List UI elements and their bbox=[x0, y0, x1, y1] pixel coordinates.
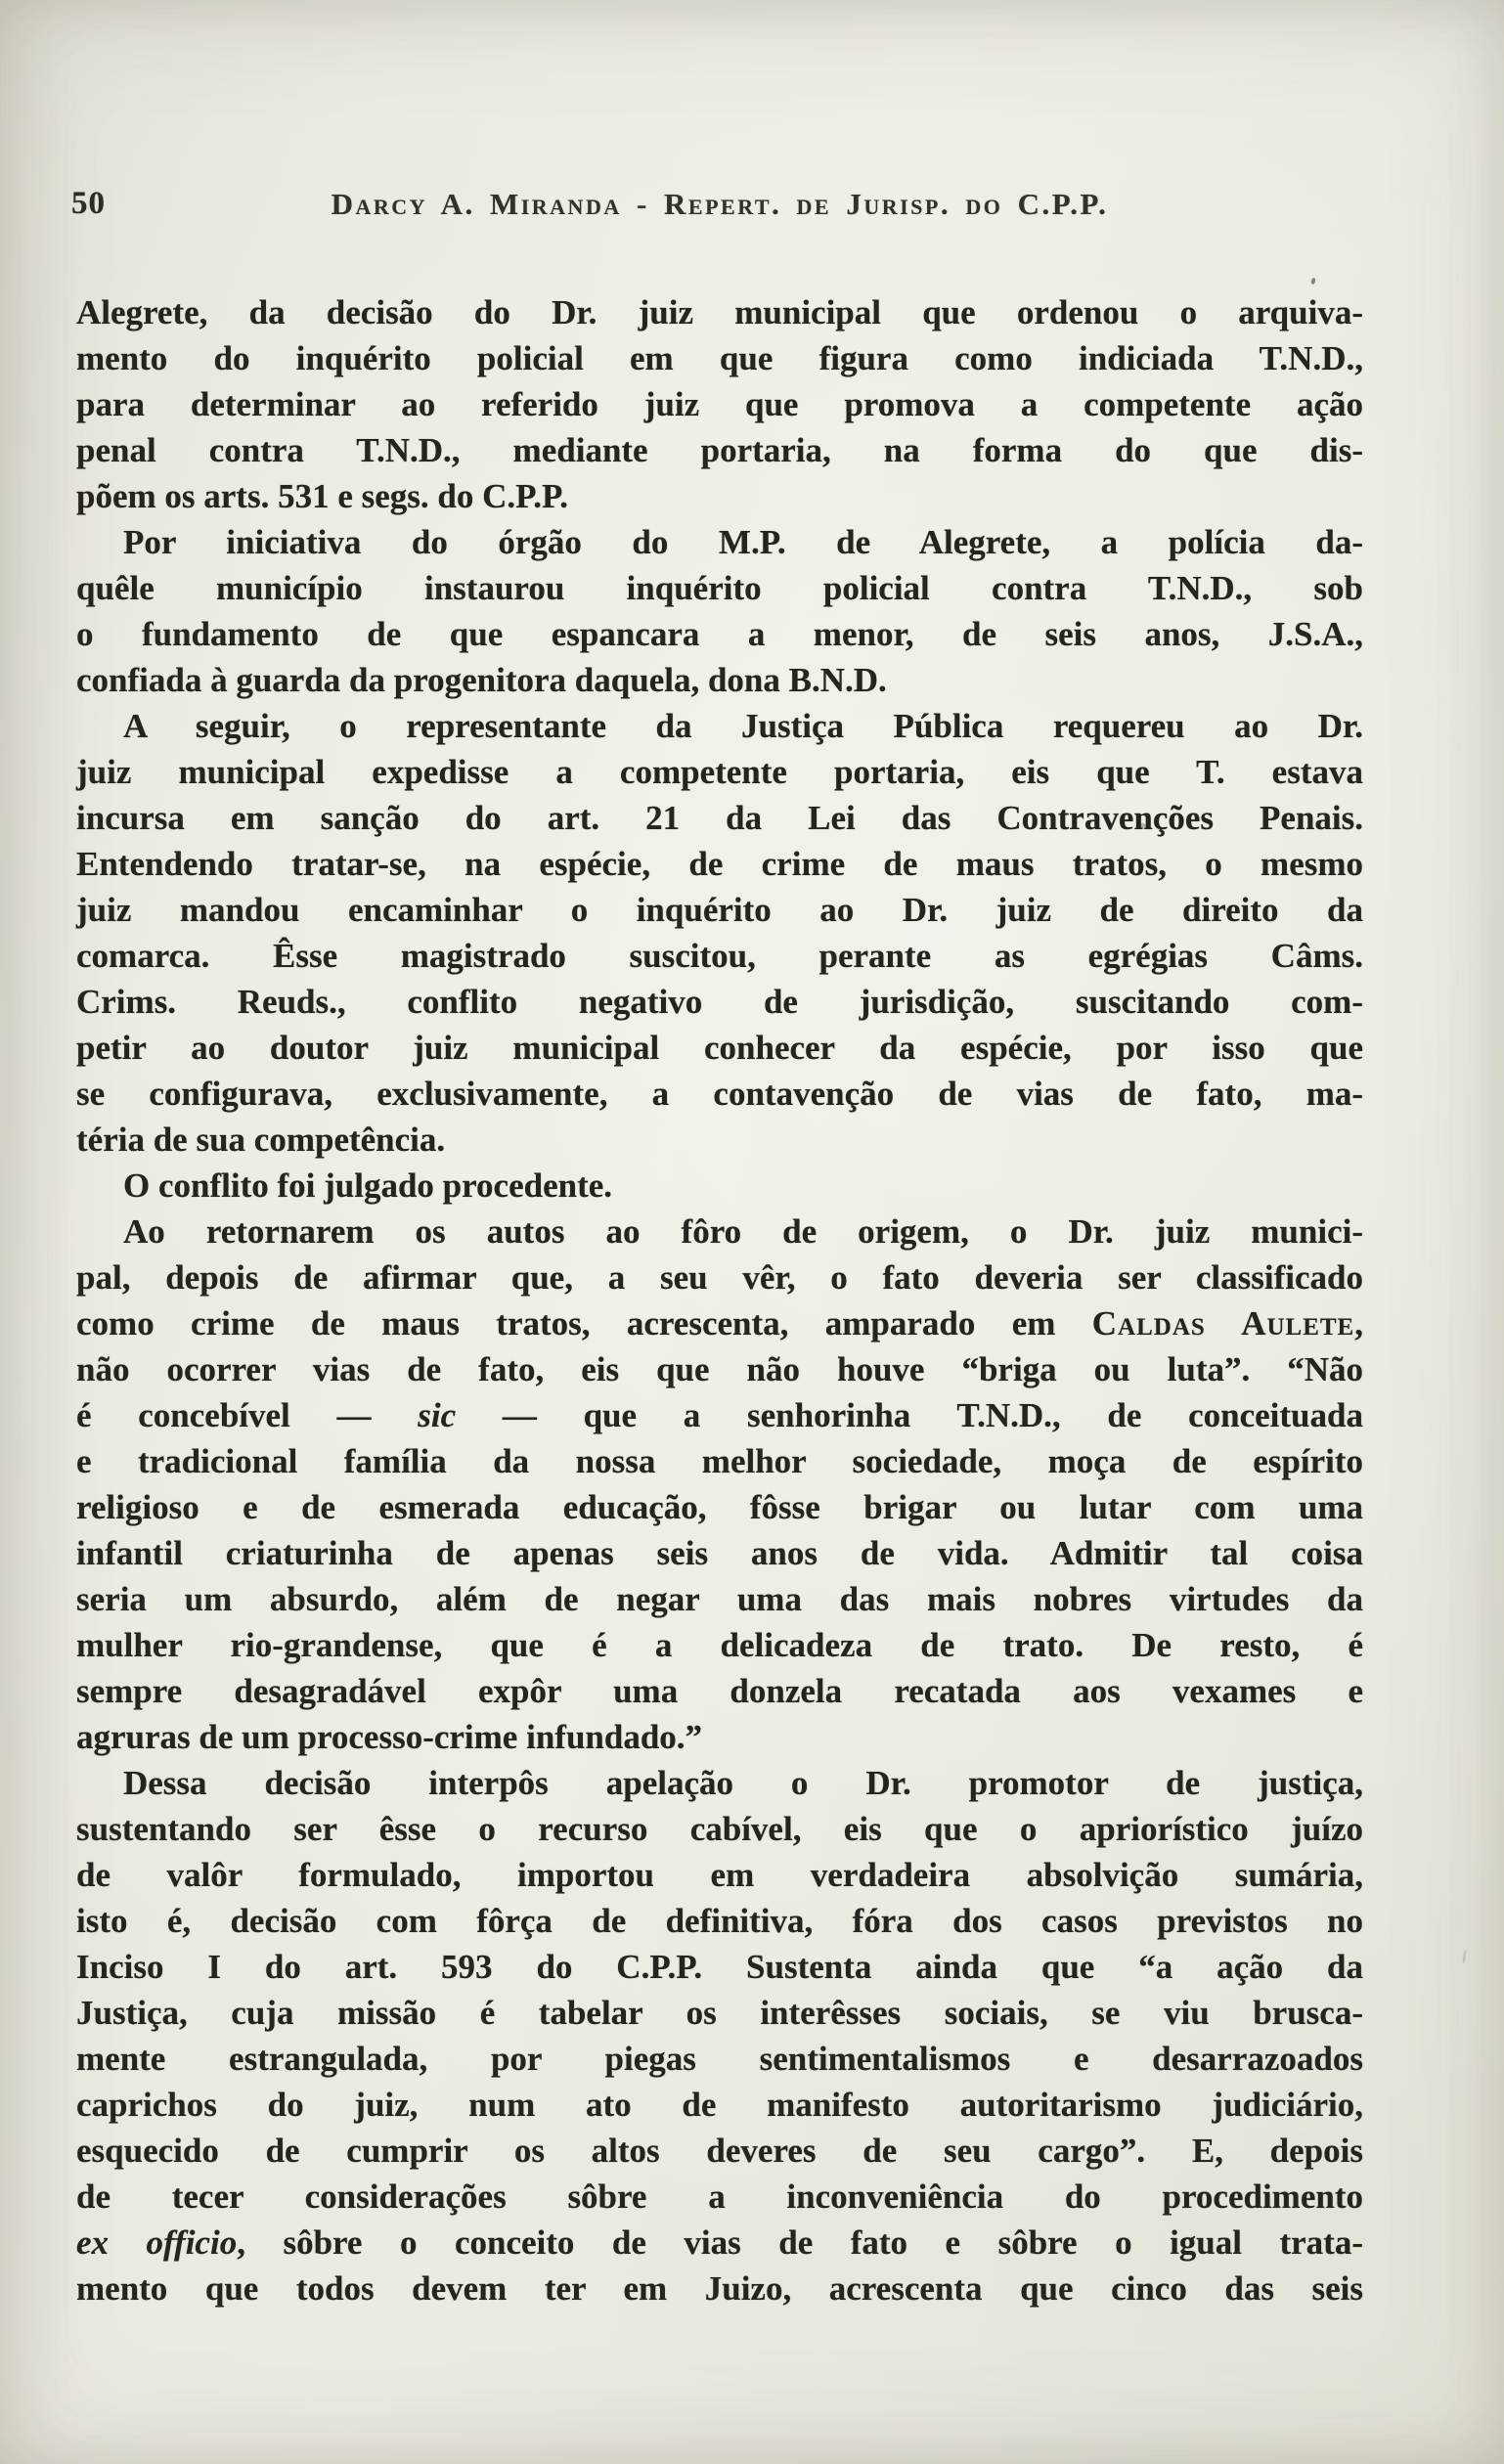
text-segment: seria um absurdo, além de negar uma das mais nobres virtudes da bbox=[76, 1580, 1363, 1618]
text-line bbox=[76, 2266, 1363, 2311]
page-number: 50 bbox=[71, 186, 106, 221]
italic-text: ex officio bbox=[76, 2223, 238, 2262]
text-segment: Crims. Reuds., conflito negativo de jurisdição, suscitando com- bbox=[76, 983, 1363, 1021]
paragraph bbox=[76, 1209, 1363, 1760]
text-line bbox=[76, 1576, 1363, 1622]
text-line bbox=[76, 1484, 1363, 1530]
text-line bbox=[76, 1714, 1363, 1760]
text-line bbox=[76, 1668, 1363, 1714]
text-line bbox=[76, 611, 1363, 657]
text-line bbox=[76, 565, 1363, 611]
text-segment: sempre desagradável expôr uma donzela recatada aos vexames e bbox=[76, 1672, 1363, 1710]
text-segment: quêle município instaurou inquérito policial contra T.N.D., sob bbox=[76, 569, 1363, 607]
text-segment: penal contra T.N.D., mediante portaria, na forma do que dis- bbox=[76, 431, 1363, 469]
body-text bbox=[76, 289, 1363, 2311]
text-segment: — que a senhorinha T.N.D., de conceituada bbox=[456, 1396, 1363, 1434]
text-line bbox=[76, 703, 1363, 749]
text-line bbox=[76, 1346, 1363, 1392]
text-segment: mento do inquérito policial em que figura como indiciada T.N.D., bbox=[76, 339, 1363, 377]
text-line bbox=[76, 1944, 1363, 1990]
paragraph bbox=[76, 1163, 1363, 1209]
text-line bbox=[76, 979, 1363, 1025]
text-line bbox=[76, 1209, 1363, 1254]
scan-speck bbox=[1310, 278, 1316, 286]
text-line bbox=[76, 1806, 1363, 1852]
text-segment: põem os arts. 531 e segs. do C.P.P. bbox=[76, 477, 568, 515]
text-segment: Justiça, cuja missão é tabelar os interêsses sociais, se viu brusca- bbox=[76, 1994, 1363, 2032]
text-segment: como crime de maus tratos, acrescenta, amparado em bbox=[76, 1304, 1092, 1342]
text-segment: para determinar ao referido juiz que promova a competente ação bbox=[76, 385, 1363, 423]
text-segment: caprichos do juiz, num ato de manifesto autoritarismo judiciário, bbox=[76, 2086, 1363, 2124]
text-segment: de valôr formulado, importou em verdadeira absolvição sumária, bbox=[76, 1856, 1363, 1894]
text-line bbox=[76, 1392, 1363, 1438]
paragraph bbox=[76, 1760, 1363, 2311]
text-segment: agruras de um processo-crime infundado.” bbox=[76, 1718, 703, 1756]
text-segment: incursa em sanção do art. 21 da Lei das Contravenções Penais. bbox=[76, 799, 1363, 837]
text-line bbox=[76, 2174, 1363, 2220]
text-line bbox=[76, 519, 1363, 565]
text-segment: é concebível — bbox=[76, 1396, 419, 1434]
text-line bbox=[76, 1438, 1363, 1484]
text-segment: juiz municipal expedisse a competente portaria, eis que T. estava bbox=[76, 753, 1363, 791]
text-segment: o fundamento de que espancara a menor, de seis anos, J.S.A., bbox=[76, 615, 1363, 653]
text-segment: Alegrete, da decisão do Dr. juiz municipal que ordenou o arquiva- bbox=[76, 293, 1363, 331]
text-line bbox=[76, 1760, 1363, 1806]
text-segment: sustentando ser êsse o recurso cabível, eis que o apriorístico juízo bbox=[76, 1810, 1363, 1848]
text-segment: infantil criaturinha de apenas seis anos de vida. Admitir tal coisa bbox=[76, 1534, 1363, 1572]
text-line bbox=[76, 2128, 1363, 2174]
text-line bbox=[76, 1852, 1363, 1898]
text-segment: mulher rio-grandense, que é a delicadeza de trato. De resto, é bbox=[76, 1626, 1363, 1664]
text-line bbox=[76, 749, 1363, 795]
paragraph bbox=[76, 289, 1363, 519]
text-segment: Inciso I do art. 593 do C.P.P. Sustenta ainda que “a ação da bbox=[76, 1948, 1363, 1986]
text-segment: Ao retornarem os autos ao fôro de origem, o Dr. juiz munici- bbox=[123, 1212, 1363, 1251]
scan-speck bbox=[1462, 1950, 1467, 1963]
text-segment: téria de sua competência. bbox=[76, 1121, 446, 1159]
text-line bbox=[76, 473, 1363, 519]
text-line bbox=[76, 1071, 1363, 1117]
text-line bbox=[76, 841, 1363, 887]
text-segment: não ocorrer vias de fato, eis que não houve “briga ou luta”. “Não bbox=[76, 1350, 1363, 1388]
text-segment: Dessa decisão interpôs apelação o Dr. promotor de justiça, bbox=[123, 1764, 1363, 1802]
text-line bbox=[76, 2082, 1363, 2128]
text-segment: esquecido de cumprir os altos deveres de seu cargo”. E, depois bbox=[76, 2132, 1363, 2170]
text-segment: de tecer considerações sôbre a inconveniência do procedimento bbox=[76, 2178, 1363, 2216]
text-line bbox=[76, 2220, 1363, 2266]
text-line bbox=[76, 381, 1363, 427]
text-segment: A seguir, o representante da Justiça Pública requereu ao Dr. bbox=[123, 707, 1363, 745]
text-line bbox=[76, 2036, 1363, 2082]
smallcaps-text: Caldas Aulete bbox=[1091, 1304, 1355, 1342]
text-line bbox=[76, 427, 1363, 473]
text-line bbox=[76, 1622, 1363, 1668]
text-line bbox=[76, 933, 1363, 979]
text-line bbox=[76, 1990, 1363, 2036]
text-segment: e tradicional família da nossa melhor sociedade, moça de espírito bbox=[76, 1442, 1363, 1480]
paragraph bbox=[76, 519, 1363, 703]
text-segment: , sôbre o conceito de vias de fato e sôbre o igual trata- bbox=[237, 2223, 1363, 2262]
text-line bbox=[76, 1025, 1363, 1071]
text-line bbox=[76, 1530, 1363, 1576]
text-line bbox=[76, 657, 1363, 703]
text-line bbox=[76, 289, 1363, 335]
text-segment: Entendendo tratar-se, na espécie, de crime de maus tratos, o mesmo bbox=[76, 845, 1363, 883]
italic-text: sic bbox=[418, 1396, 457, 1434]
text-line bbox=[76, 335, 1363, 381]
text-segment: petir ao doutor juiz municipal conhecer da espécie, por isso que bbox=[76, 1029, 1363, 1067]
text-segment: religioso e de esmerada educação, fôsse brigar ou lutar com uma bbox=[76, 1488, 1363, 1526]
text-segment: comarca. Êsse magistrado suscitou, perante as egrégias Câms. bbox=[76, 937, 1363, 975]
text-segment: se configurava, exclusivamente, a contavenção de vias de fato, ma- bbox=[76, 1075, 1363, 1113]
text-line bbox=[76, 887, 1363, 933]
paragraph bbox=[76, 703, 1363, 1163]
text-line bbox=[76, 1898, 1363, 1944]
text-segment: confiada à guarda da progenitora daquela, dona B.N.D. bbox=[76, 661, 887, 699]
text-segment: mente estrangulada, por piegas sentimentalismos e desarrazoados bbox=[76, 2040, 1363, 2078]
text-segment: , bbox=[1354, 1304, 1363, 1342]
text-segment: Por iniciativa do órgão do M.P. de Alegrete, a polícia da- bbox=[123, 523, 1363, 561]
text-line bbox=[76, 1300, 1363, 1346]
text-segment: mento que todos devem ter em Juizo, acrescenta que cinco das seis bbox=[76, 2269, 1363, 2308]
text-segment: pal, depois de afirmar que, a seu vêr, o fato deveria ser classificado bbox=[76, 1258, 1363, 1297]
text-line bbox=[76, 1254, 1363, 1300]
text-line bbox=[76, 1117, 1363, 1163]
text-line bbox=[76, 1163, 1363, 1209]
text-segment: juiz mandou encaminhar o inquérito ao Dr. juiz de direito da bbox=[76, 891, 1363, 929]
text-segment: O conflito foi julgado procedente. bbox=[123, 1166, 613, 1205]
text-line bbox=[76, 795, 1363, 841]
text-segment: isto é, decisão com fôrça de definitiva, fóra dos casos previstos no bbox=[76, 1902, 1363, 1940]
running-header: Darcy A. Miranda - Repert. de Jurisp. do C.P.P. bbox=[331, 187, 1109, 221]
